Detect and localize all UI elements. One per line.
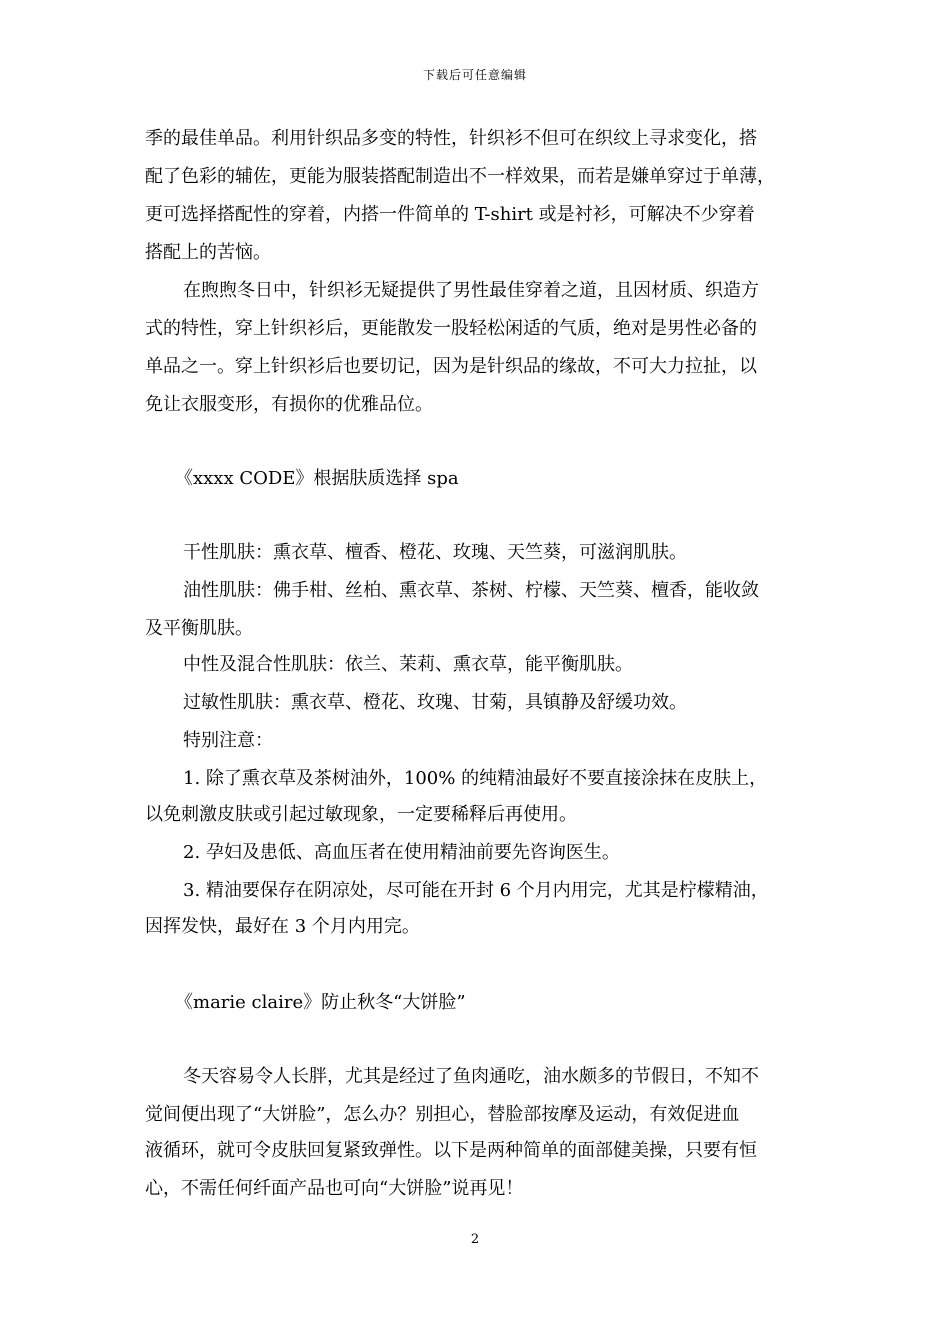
text-line: 配了色彩的辅佐，更能为服装搭配制造出不一样效果，而若是嫌单穿过于单薄，	[145, 166, 775, 187]
text-line: 过敏性肌肤：熏衣草、橙花、玫瑰、甘菊，具镇静及舒缓功效。	[183, 692, 687, 713]
section-heading: 《marie claire》防止秋冬“大饼脸”	[175, 992, 466, 1013]
text-line: 免让衣服变形，有损你的优雅品位。	[145, 394, 433, 415]
text-line: 冬天容易令人长胖，尤其是经过了鱼肉通吃，油水颇多的节假日，不知不	[183, 1066, 759, 1087]
text-line: 单品之一。穿上针织衫后也要切记，因为是针织品的缘故，不可大力拉扯，以	[145, 356, 757, 377]
section-heading: 《xxxx CODE》根据肤质选择 spa	[175, 468, 459, 489]
text-line: 2. 孕妇及患低、高血压者在使用精油前要先咨询医生。	[183, 842, 620, 863]
text-line: 液循环，就可令皮肤回复紧致弹性。以下是两种简单的面部健美操，只要有恒	[145, 1140, 757, 1161]
text-line: 1. 除了熏衣草及茶树油外，100% 的纯精油最好不要直接涂抹在皮肤上，	[183, 768, 768, 789]
text-line: 油性肌肤：佛手柑、丝柏、熏衣草、茶树、柠檬、天竺葵、檀香，能收敛	[183, 580, 759, 601]
text-line: 因挥发快，最好在 3 个月内用完。	[145, 916, 420, 937]
text-line: 以免刺激皮肤或引起过敏现象，一定要稀释后再使用。	[145, 804, 577, 825]
text-line: 心，不需任何纤面产品也可向“大饼脸”说再见！	[145, 1178, 524, 1199]
text-line: 觉间便出现了“大饼脸”，怎么办？别担心，替脸部按摩及运动，有效促进血	[145, 1104, 740, 1125]
text-line: 及平衡肌肤。	[145, 618, 253, 639]
text-line: 特别注意：	[183, 730, 273, 751]
text-line: 在煦煦冬日中，针织衫无疑提供了男性最佳穿着之道，且因材质、织造方	[183, 280, 759, 301]
page-header: 下载后可任意编辑	[422, 68, 527, 82]
text-line: 更可选择搭配性的穿着，内搭一件简单的 T-shirt 或是衬衫，可解决不少穿着	[145, 204, 755, 225]
text-line: 3. 精油要保存在阴凉处，尽可能在开封 6 个月内用完，尤其是柠檬精油，	[183, 880, 769, 901]
text-line: 中性及混合性肌肤：依兰、茉莉、熏衣草，能平衡肌肤。	[183, 654, 633, 675]
text-line: 干性肌肤：熏衣草、檀香、橙花、玫瑰、天竺葵，可滋润肌肤。	[183, 542, 687, 563]
text-line: 季的最佳单品。利用针织品多变的特性，针织衫不但可在织纹上寻求变化，搭	[145, 128, 757, 149]
text-line: 式的特性，穿上针织衫后，更能散发一股轻松闲适的气质，绝对是男性必备的	[145, 318, 757, 339]
text-line: 搭配上的苦恼。	[145, 242, 271, 263]
page-number: 2	[470, 1232, 480, 1247]
